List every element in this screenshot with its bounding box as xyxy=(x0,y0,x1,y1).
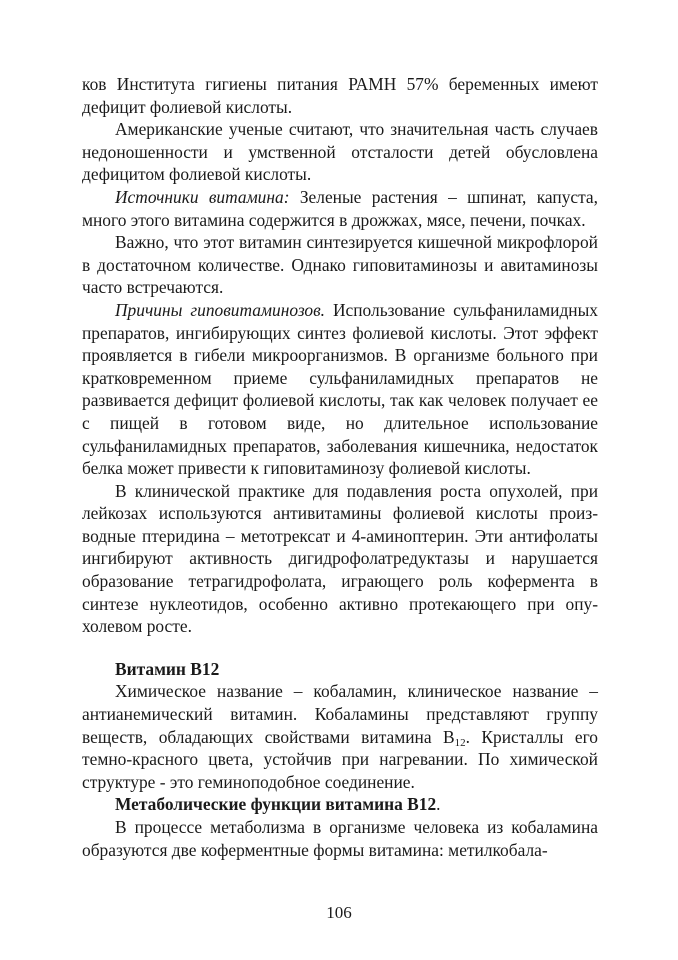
metabolic-functions-title: Метаболические функции витамина В12 xyxy=(115,794,437,815)
paragraph-microflora-synthesis: Важно, что этот витамин синтезируется кишечной микрофлорой в достаточном количестве. Однако гиповитаминозы и авитаминозы часто встречаются. xyxy=(82,232,598,298)
paragraph-antivitamins-clinical: В клинической практике для подавления роста опухолей, при лейкозах используются антивитамины фолиевой кислоты производные птеридина – метотрексат и 4-аминоптерин. Эти антифолаты ингибируют активность дигидрофолатредуктазы и нарушается образование тетрагидрофолата, играющего роль кофермента в синтезе нуклеотидов, особенно активно протекающего при опухолевом росте. xyxy=(82,480,598,637)
page-body xyxy=(82,73,598,861)
paragraph-coenzyme-forms: В процессе метаболизма в организме человека из кобаламина образуются две коферментные формы витамина: метилкобала- xyxy=(82,817,598,860)
causes-lead: Причины гиповитаминозов. xyxy=(115,299,325,320)
sources-text: Зеленые растения – шпинат, капуста, много этого витамина содержится в дрожжах, мясе, печени, почках. xyxy=(82,186,599,230)
cobalamin-text: Химическое название – кобаламин, клиническое название – антианемический витамин. Кобаламины представляют группу веществ, обладающих свойствами витамина В xyxy=(82,681,598,747)
causes-text: Использование сульфаниламидных препаратов, ингибирующих синтез фолиевой кислоты. Этот эффект проявляется в гибели микроорганизмов. В организме больного при кратковременном приеме сульфаниламидных препаратов не развивается дефицит фолиевой кислоты, так как человек получает ее с пищей в готовом виде, но длительное использование сульфаниламидных препаратов, заболевания кишечника, недостаток белка может привести к гиповитаминозу фолиевой кислоты. xyxy=(82,299,598,479)
page-number: 106 xyxy=(326,903,352,922)
paragraph-vitamin-sources xyxy=(82,186,598,231)
heading-metabolic-functions xyxy=(82,793,598,816)
cobalamin-tail: . Кристаллы его темно-красного цвета, устойчив при нагревании. По химической структуре - это геминоподобное соединение. xyxy=(82,726,598,792)
b12-subscript: 12 xyxy=(454,736,466,749)
paragraph-cobalamin-description xyxy=(82,680,598,793)
sources-lead: Источники витамина: xyxy=(115,186,290,207)
paragraph-hypovitaminosis-causes xyxy=(82,299,598,480)
paragraph-american-scientists: Американские ученые считают, что значительная часть случаев недоношенности и умственной отсталости детей обусловлена дефицитом фолиевой кислоты. xyxy=(82,119,598,185)
paragraph-folate-deficiency-stat: ков Института гигиены питания РАМН 57% беременных имеют дефицит фолиевой кислоты. xyxy=(82,74,598,117)
metabolic-functions-period: . xyxy=(436,794,441,815)
heading-vitamin-b12: Витамин В12 xyxy=(115,658,220,679)
